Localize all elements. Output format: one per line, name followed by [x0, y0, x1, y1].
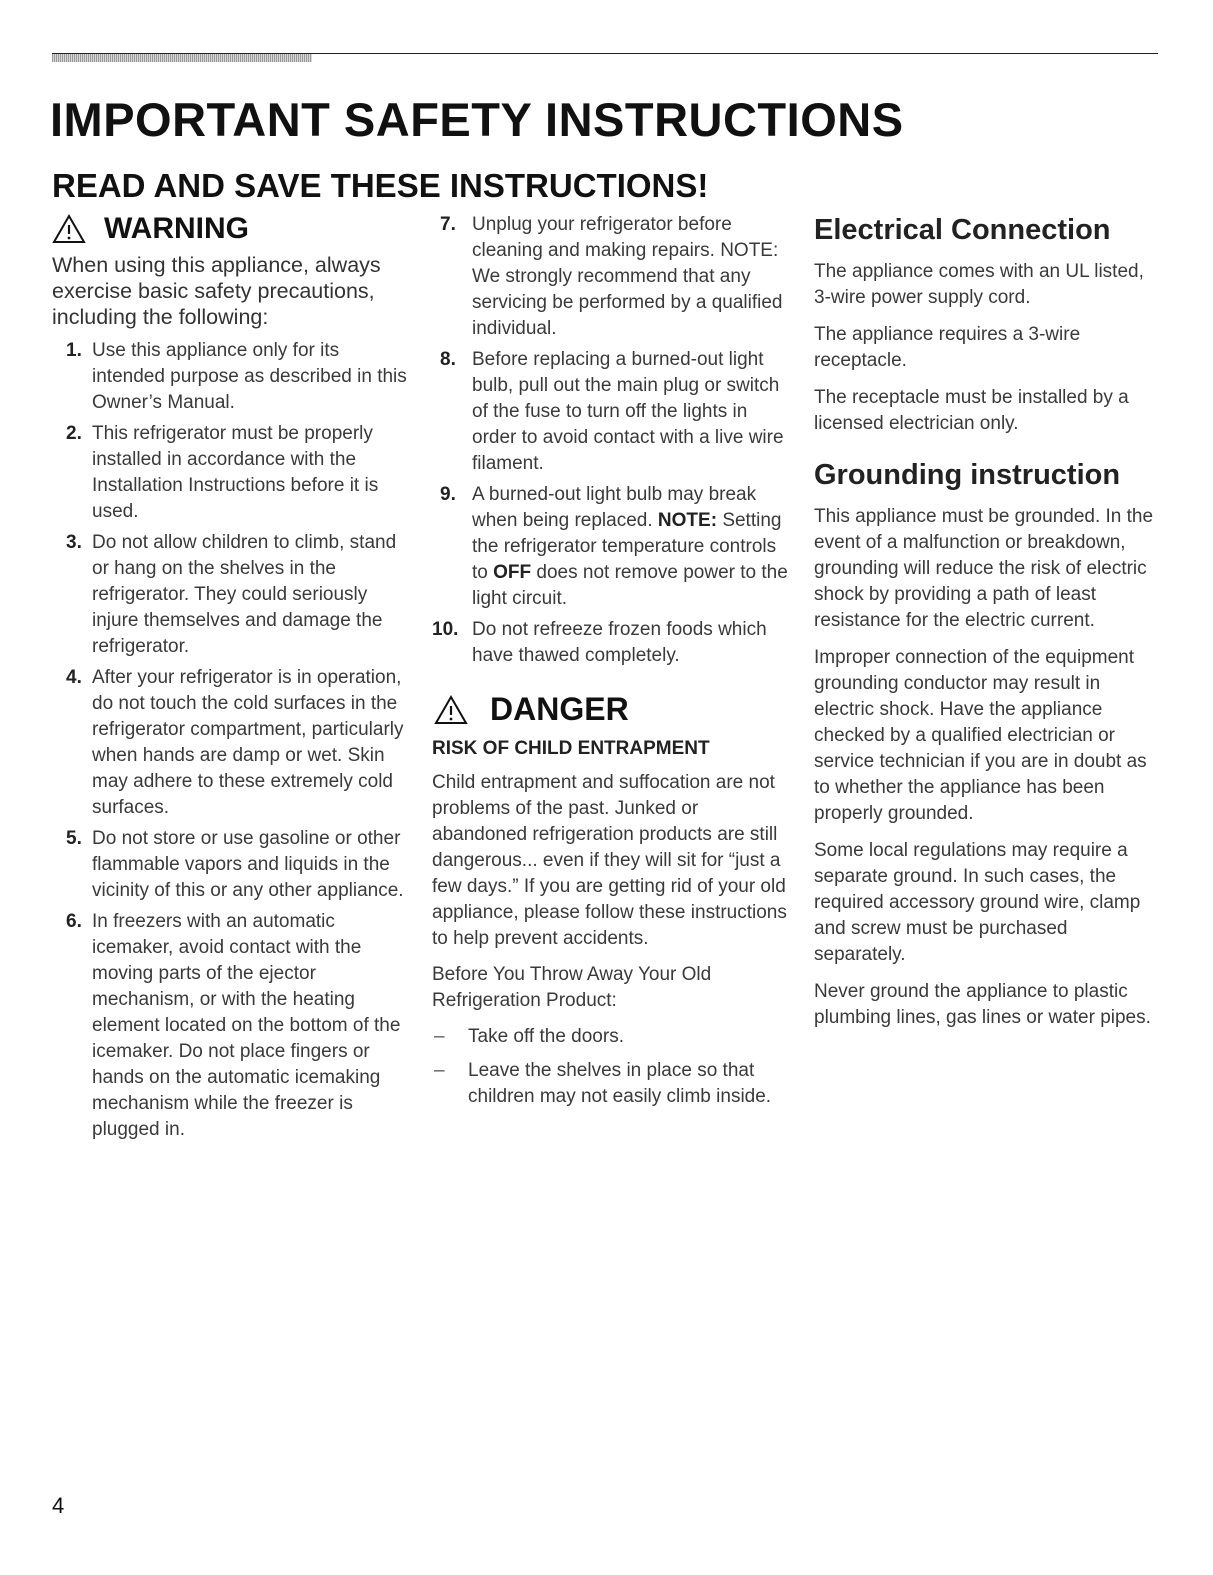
electrical-paragraph: The appliance comes with an UL listed, 3-wire power supply cord.	[814, 261, 1144, 308]
list-item	[52, 338, 412, 416]
risk-heading: RISK OF CHILD ENTRAPMENT	[432, 738, 710, 759]
grounding-paragraph: This appliance must be grounded. In the event of a malfunction or breakdown, grounding will reduce the risk of electric shock by providing a path of least resistance for the electric current.	[814, 506, 1154, 631]
list-item	[432, 347, 792, 477]
item-number: 9.	[440, 484, 456, 505]
grounding-paragraph: Improper connection of the equipment grounding conductor may result in electric shock. Have the appliance checked by a qualified electrician or service technician if you are in doubt as to whether the appliance has been properly grounded.	[814, 647, 1147, 824]
warning-triangle-icon	[52, 214, 86, 244]
list-item	[432, 1024, 792, 1050]
column-electrical	[814, 212, 1164, 1042]
list-item	[52, 826, 412, 904]
page-number: 4	[52, 1493, 65, 1518]
item-number: 5.	[66, 828, 82, 849]
item-number: 2.	[66, 423, 82, 444]
column-warning	[52, 212, 412, 1148]
note-label: NOTE:	[657, 510, 718, 531]
item-number: 6.	[66, 911, 82, 932]
list-item	[432, 617, 792, 669]
item-text: Unplug your refrigerator before cleaning and making repairs. NOTE: We strongly recommend that any servicing be performed by a qualified individual.	[472, 214, 783, 339]
item-number: 8.	[440, 349, 456, 370]
header-decoration-bar	[52, 54, 312, 62]
item-text: In freezers with an automatic icemaker, avoid contact with the moving parts of the ejector mechanism, or with the heating element located on the bottom of the icemaker. Do not place fingers or hands on the automatic icemaking mechanism while the freezer is plugged in.	[92, 911, 401, 1140]
electrical-paragraph: The appliance requires a 3-wire receptacle.	[814, 324, 1081, 371]
danger-heading-text: DANGER	[490, 691, 629, 727]
item-text: After your refrigerator is in operation, do not touch the cold surfaces in the refrigerator compartment, particularly when hands are damp or wet. Skin may adhere to these extremely cold surfaces.	[92, 667, 404, 818]
warning-intro: When using this appliance, always exercise basic safety precautions, including the following:	[52, 253, 381, 329]
list-item	[432, 482, 792, 612]
off-label: OFF	[493, 562, 532, 583]
item-number: 1.	[66, 340, 82, 361]
list-item	[52, 909, 412, 1143]
step-text: Take off the doors.	[468, 1026, 624, 1047]
page-title: IMPORTANT SAFETY INSTRUCTIONS	[50, 93, 904, 146]
danger-steps	[432, 1024, 792, 1110]
list-item	[52, 530, 412, 660]
page-subtitle: READ AND SAVE THESE INSTRUCTIONS!	[52, 167, 709, 204]
item-text: A burned-out light bulb may break when being replaced.	[472, 484, 757, 531]
grounding-paragraph: Some local regulations may require a separate ground. In such cases, the required accessory ground wire, clamp and screw must be purchased separately.	[814, 840, 1141, 965]
item-number: 10.	[432, 619, 459, 640]
before-throw-away-text: Before You Throw Away Your Old Refrigeration Product:	[432, 964, 712, 1011]
warning-list	[52, 338, 412, 1143]
item-number: 4.	[66, 667, 82, 688]
danger-heading	[432, 691, 792, 728]
item-number: 7.	[440, 214, 456, 235]
item-text: Use this appliance only for its intended purpose as described in this Owner’s Manual.	[92, 340, 407, 413]
item-text: Do not refreeze frozen foods which have thawed completely.	[472, 619, 767, 666]
danger-section	[432, 691, 792, 1110]
item-text: This refrigerator must be properly installed in accordance with the Installation Instructions before it is used.	[92, 423, 379, 522]
warning-list-continued	[432, 212, 792, 669]
grounding-paragraph: Never ground the appliance to plastic plumbing lines, gas lines or water pipes.	[814, 981, 1151, 1028]
dash-bullet: –	[434, 1026, 445, 1047]
item-text: Before replacing a burned-out light bulb, pull out the main plug or switch of the fuse to turn off the lights in order to avoid contact with a live wire filament.	[472, 349, 784, 474]
item-text: Do not allow children to climb, stand or hang on the shelves in the refrigerator. They could seriously injure themselves and damage the refrigerator.	[92, 532, 397, 657]
column-middle	[432, 212, 792, 1118]
item-text: Setting the refrigerator temperature controls to	[472, 510, 782, 583]
list-item	[432, 212, 792, 342]
grounding-heading: Grounding instruction	[814, 459, 1121, 491]
electrical-paragraph: The receptacle must be installed by a licensed electrician only.	[814, 387, 1129, 434]
dash-bullet: –	[434, 1060, 445, 1081]
step-text: Leave the shelves in place so that children may not easily climb inside.	[468, 1060, 772, 1107]
item-text: Do not store or use gasoline or other flammable vapors and liquids in the vicinity of this or any other appliance.	[92, 828, 404, 901]
list-item	[432, 1058, 792, 1110]
warning-heading-text: WARNING	[104, 212, 249, 245]
list-item	[52, 421, 412, 525]
electrical-heading: Electrical Connection	[814, 214, 1111, 246]
warning-heading	[52, 212, 412, 246]
warning-triangle-icon	[434, 695, 468, 725]
item-number: 3.	[66, 532, 82, 553]
list-item	[52, 665, 412, 821]
danger-paragraph: Child entrapment and suffocation are not problems of the past. Junked or abandoned refrigeration products are still dangerous... even if they will sit for “just a few days.” If you are getting rid of your old appliance, please follow these instructions to help prevent accidents.	[432, 772, 787, 949]
item-text: does not remove power to the light circuit.	[472, 562, 788, 609]
